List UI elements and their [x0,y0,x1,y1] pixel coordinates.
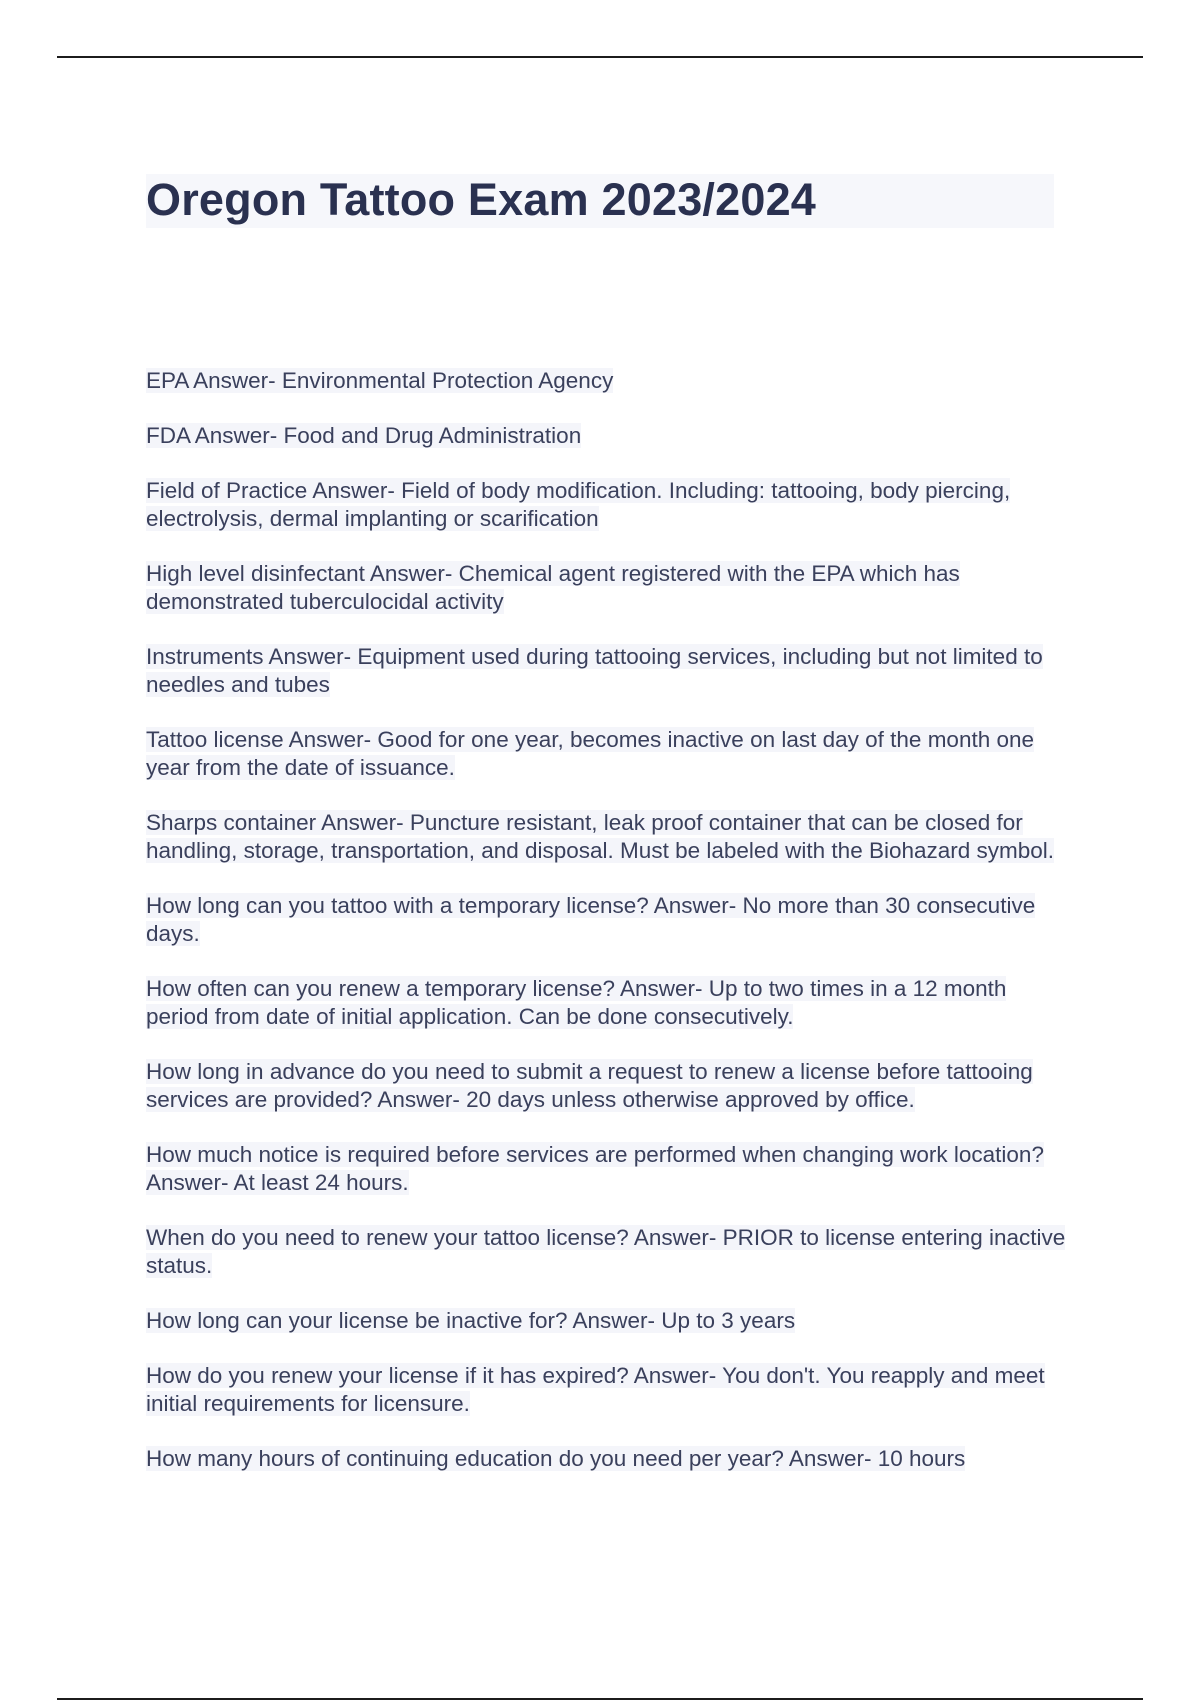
page-title: Oregon Tattoo Exam 2023/2024 [146,174,817,225]
qa-entry-epa: EPA Answer- Environmental Protection Agency [146,368,614,393]
qa-entry-license-renewal-timing: When do you need to renew your tattoo license? Answer- PRIOR to license entering inactive status. [146,1225,1066,1278]
qa-entry-continuing-education: How many hours of continuing education do you need per year? Answer- 10 hours [146,1446,966,1471]
qa-entry-instruments: Instruments Answer- Equipment used during tattooing services, including but not limited to needles and tubes [146,644,1043,697]
qa-entry-fda: FDA Answer- Food and Drug Administration [146,423,582,448]
qa-entry-temporary-license-duration: How long can you tattoo with a temporary license? Answer- No more than 30 consecutive days. [146,893,1036,946]
qa-entry-renewal-advance: How long in advance do you need to submit a request to renew a license before tattooing services are provided? Answer- 20 days unless otherwise approved by office. [146,1059,1033,1112]
qa-entry-sharps-container: Sharps container Answer- Puncture resistant, leak proof container that can be closed for handling, storage, transportation, and disposal. Must be labeled with the Biohazard symbol. [146,810,1055,863]
qa-entry-work-location-notice: How much notice is required before services are performed when changing work location? Answer- At least 24 hours. [146,1142,1044,1195]
qa-entry-field-of-practice: Field of Practice Answer- Field of body modification. Including: tattooing, body piercing, electrolysis, dermal implanting or scarification [146,478,1011,531]
qa-entry-temporary-license-renewal: How often can you renew a temporary license? Answer- Up to two times in a 12 month period from date of initial application. Can be done consecutively. [146,976,1007,1029]
qa-entry-high-level-disinfectant: High level disinfectant Answer- Chemical agent registered with the EPA which has demonstrated tuberculocidal activity [146,561,960,614]
qa-entry-tattoo-license: Tattoo license Answer- Good for one year, becomes inactive on last day of the month one year from the date of issuance. [146,727,1035,780]
qa-list [146,367,1066,1500]
qa-entry-inactive-duration: How long can your license be inactive for? Answer- Up to 3 years [146,1308,796,1333]
qa-entry-expired-license: How do you renew your license if it has expired? Answer- You don't. You reapply and meet initial requirements for licensure. [146,1363,1045,1416]
top-divider [57,56,1143,58]
